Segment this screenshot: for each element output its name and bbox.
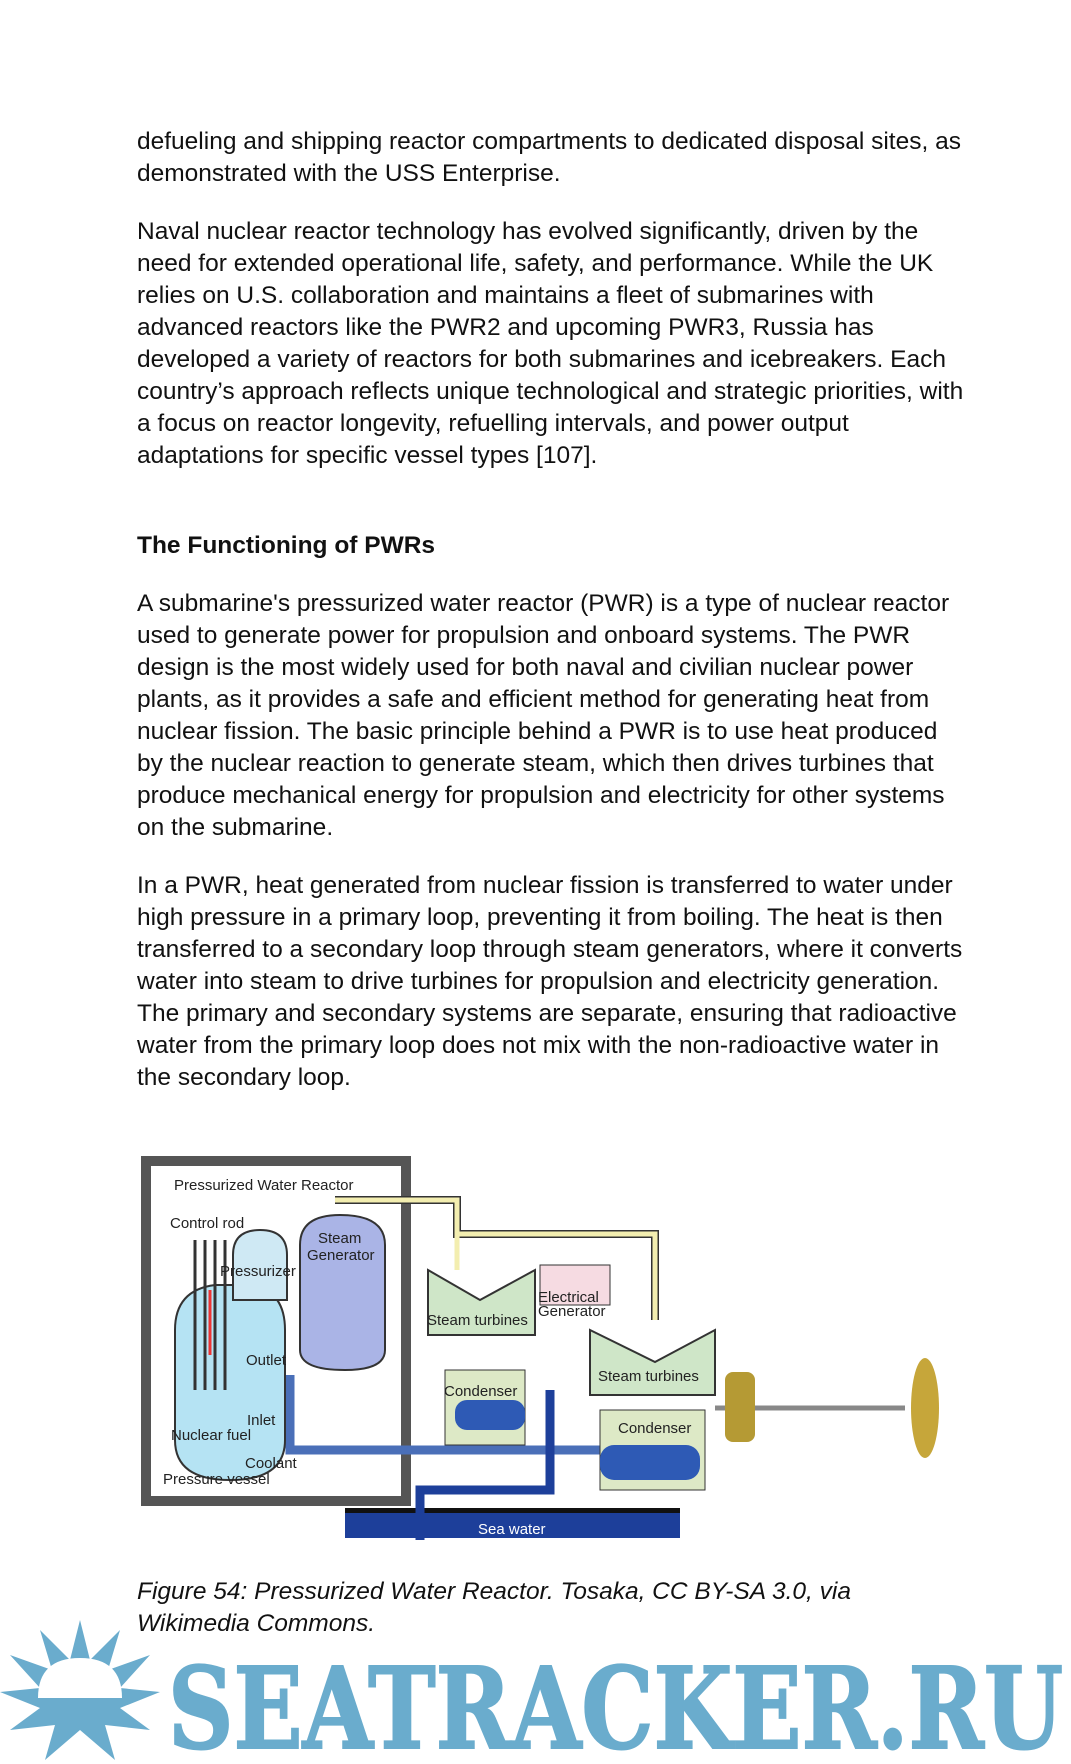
paragraph-1: defueling and shipping reactor compartments to dedicated disposal sites, as demonstrated with the USS Enterprise. [137, 128, 961, 187]
label-electrical-generator: Generator [538, 1303, 606, 1320]
condenser-coil-2 [600, 1445, 700, 1480]
label-condenser-2: Condenser [618, 1420, 692, 1437]
paragraph-4: In a PWR, heat generated from nuclear fission is transferred to water under high pressure in a primary loop, preventing it from boiling. The heat is then transferred to a secondary loop through steam generators, where it converts water into steam to drive turbines for propulsion and electricity generation. The primary and secondary systems are separate, ensuring that radioactive water from the primary loop does not mix with the non-radioactive water in the secondary loop. [137, 872, 963, 1091]
condenser-coil-1 [455, 1400, 525, 1430]
sun-icon [0, 1620, 160, 1760]
label-coolant: Coolant [245, 1455, 297, 1472]
pressure-vessel [175, 1285, 285, 1480]
label-outlet: Outlet [246, 1352, 287, 1369]
paragraph-3: A submarine's pressurized water reactor (PWR) is a type of nuclear reactor used to generate power for propulsion and onboard systems. The PWR design is the most widely used for both naval and civilian nuclear power plants, as it provides a safe and efficient method for generating heat from nuclear fission. The basic principle behind a PWR is to use heat produced by the nuclear reaction to generate steam, which then drives turbines that produce mechanical energy for propulsion and electricity for other systems on the submarine. [137, 590, 950, 841]
label-control-rod: Control rod [170, 1215, 245, 1232]
sea-surface [345, 1508, 680, 1513]
figure-caption: Figure 54: Pressurized Water Reactor. Tosaka, CC BY-SA 3.0, via Wikimedia Commons. [137, 1578, 851, 1637]
label-pressure-vessel: Pressure vessel [163, 1471, 270, 1488]
label-inlet: Inlet [247, 1412, 276, 1429]
paragraph-2: Naval nuclear reactor technology has evolved significantly, driven by the need for extended operational life, safety, and performance. While the UK relies on U.S. collaboration and maintains a fleet of submarines with advanced reactors like the PWR2 and upcoming PWR3, Russia has developed a variety of reactors for both submarines and icebreakers. Each country’s approach reflects unique technological and strategic priorities, with a focus on reactor longevity, refuelling intervals, and power output adaptations for specific vessel types [107]. [137, 218, 964, 469]
label-steam-turbines-1: Steam turbines [427, 1312, 528, 1329]
label-steam-generator: Generator [307, 1247, 375, 1264]
label-pressurizer: Pressurizer [220, 1263, 296, 1280]
label-steam-turbines-2: Steam turbines [598, 1368, 699, 1385]
label-electrical: Electrical [538, 1289, 599, 1306]
reduction-gear [725, 1372, 755, 1442]
label-condenser-1: Condenser [444, 1383, 518, 1400]
section-heading: The Functioning of PWRs [137, 532, 436, 559]
label-steam: Steam [318, 1230, 362, 1247]
watermark-text: SEATRACKER.RU [168, 1644, 1063, 1764]
steam-turbine-2 [590, 1330, 715, 1395]
label-sea-water: Sea water [478, 1521, 546, 1538]
propeller [911, 1358, 939, 1458]
label-title: Pressurized Water Reactor [174, 1177, 354, 1194]
watermark-logo [0, 1620, 1071, 1764]
label-nuclear-fuel: Nuclear fuel [171, 1427, 252, 1444]
